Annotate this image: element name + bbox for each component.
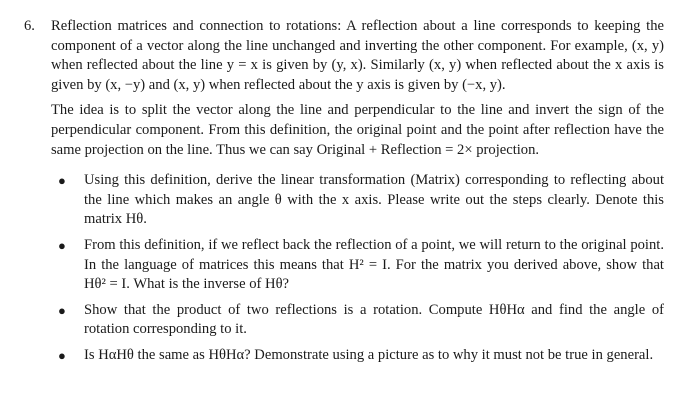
problem-6	[24, 17, 664, 366]
task-text: Using this definition, derive the linear transformation (Matrix) corresponding to reflecting about the line which makes an angle θ with the x axis. Please write out the steps clearly. Denote this matrix Hθ.	[84, 172, 664, 228]
problem-number: 6.	[24, 18, 35, 34]
task-text: From this definition, if we reflect back the reflection of a point, we will return to the original point. In the language of matrices this means that H² = I. For the matrix you derived above, show that Hθ² = I. What is the inverse of Hθ?	[84, 236, 664, 293]
task-text: Show that the product of two reflections is a rotation. Compute HθHα and find the angle of rotation corresponding to it.	[84, 301, 664, 338]
problem-idea-paragraph: The idea is to split the vector along the line and perpendicular to the line and invert the sign of the perpendicular component. From this definition, the original point and the point after reflection have the same projection on the line. Thus we can say Original + Reflection = 2× projection.	[51, 102, 664, 158]
task-item	[58, 171, 664, 230]
task-item	[58, 236, 664, 295]
task-item	[58, 346, 664, 366]
task-item	[58, 301, 664, 340]
bullet-icon: ●	[58, 347, 66, 363]
bullet-icon: ●	[58, 237, 66, 253]
bullet-icon: ●	[58, 302, 66, 318]
task-list	[51, 171, 664, 365]
bullet-icon: ●	[58, 173, 66, 189]
problem-page	[24, 17, 664, 372]
task-text: Is HαHθ the same as HθHα? Demonstrate using a picture as to why it must not be true in general.	[84, 346, 654, 363]
problem-intro-paragraph: Reflection matrices and connection to rotations: A reflection about a line corresponds to keeping the component of a vector along the line unchanged and inverting the other component. For example, (x, y) when reflected about the line y = x is given by (y, x). Similarly (x, y) when reflected about the x axis is given by (x, −y) and (x, y) when reflected about the y axis is given by (−x, y).	[51, 18, 664, 93]
